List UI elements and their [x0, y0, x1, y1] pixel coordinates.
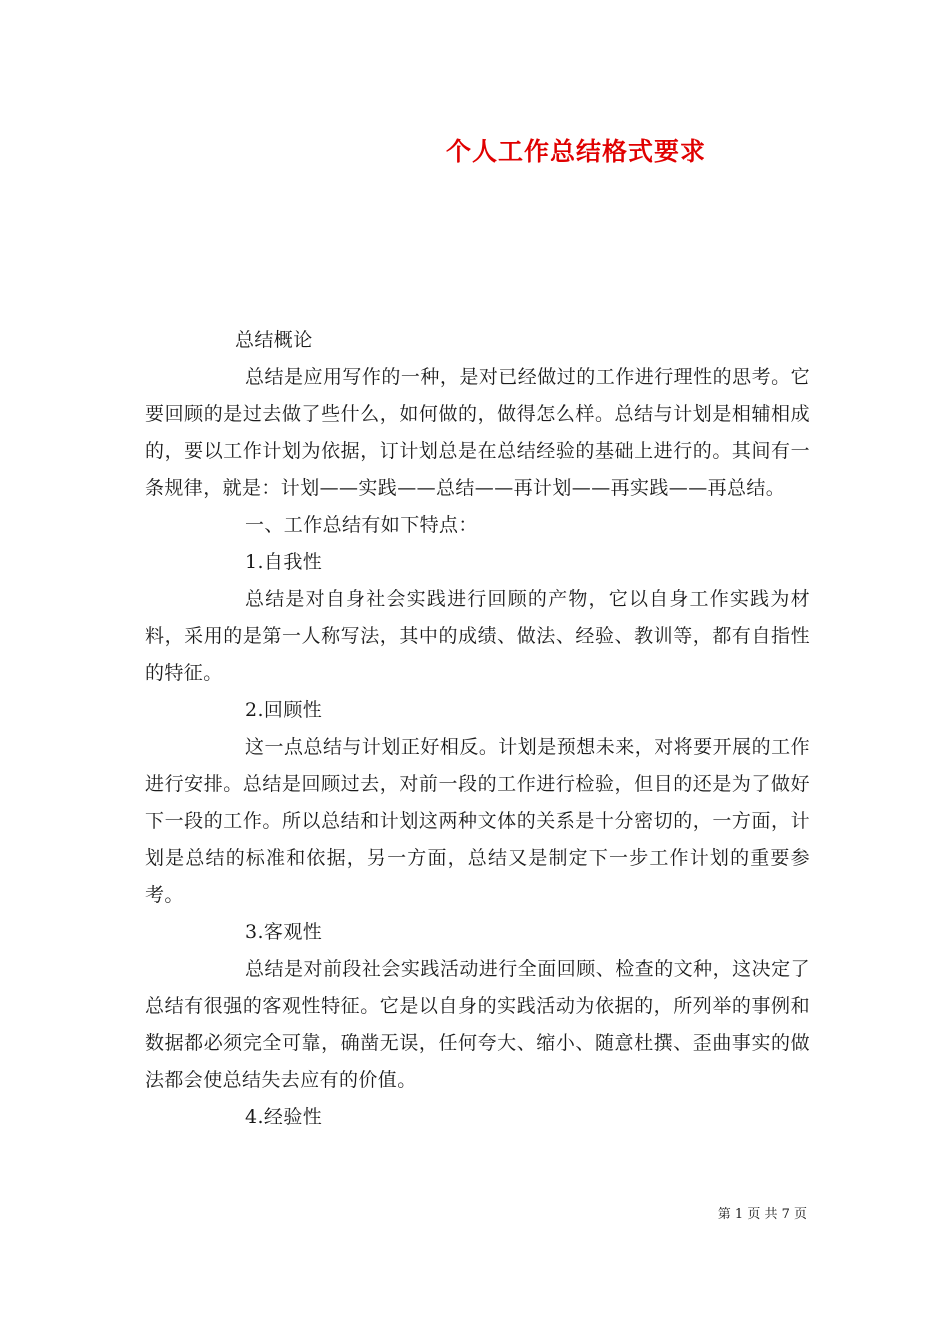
section-heading: 总结概论 — [235, 329, 313, 351]
intro-paragraph: 总结是应用写作的一种，是对已经做过的工作进行理性的思考。它要回顾的是过去做了些什么，如何做的，做得怎么样。总结与计划是相辅相成的，要以工作计划为依据，订计划总是在总结经验的基础上进行的。其间有一条规律，就是：计划——实践——总结——再计划——再实践——再总结。 — [145, 366, 810, 499]
feature-body-2: 这一点总结与计划正好相反。计划是预想未来，对将要开展的工作进行安排。总结是回顾过去，对前一段的工作进行检验，但目的还是为了做好下一段的工作。所以总结和计划这两种文体的关系是十分密切的，一方面，计划是总结的标准和依据，另一方面，总结又是制定下一步工作计划的重要参考。 — [145, 736, 810, 906]
document-body — [145, 322, 810, 1136]
features-heading: 一、工作总结有如下特点： — [245, 514, 478, 536]
feature-heading-1: 1.自我性 — [245, 551, 323, 573]
feature-body-1: 总结是对自身社会实践进行回顾的产物，它以自身工作实践为材料，采用的是第一人称写法，其中的成绩、做法、经验、教训等，都有自指性的特征。 — [145, 588, 810, 684]
document-title: 个人工作总结格式要求 — [445, 137, 706, 166]
feature-heading-4: 4.经验性 — [245, 1106, 323, 1128]
feature-heading-3: 3.客观性 — [245, 921, 323, 943]
feature-body-3: 总结是对前段社会实践活动进行全面回顾、检查的文种，这决定了总结有很强的客观性特征。它是以自身的实践活动为依据的，所列举的事例和数据都必须完全可靠，确凿无误，任何夸大、缩小、随意杜撰、歪曲事实的做法都会使总结失去应有的价值。 — [145, 958, 810, 1091]
page-number: 第 1 页 共 7 页 — [717, 1207, 807, 1222]
feature-heading-2: 2.回顾性 — [245, 699, 323, 721]
